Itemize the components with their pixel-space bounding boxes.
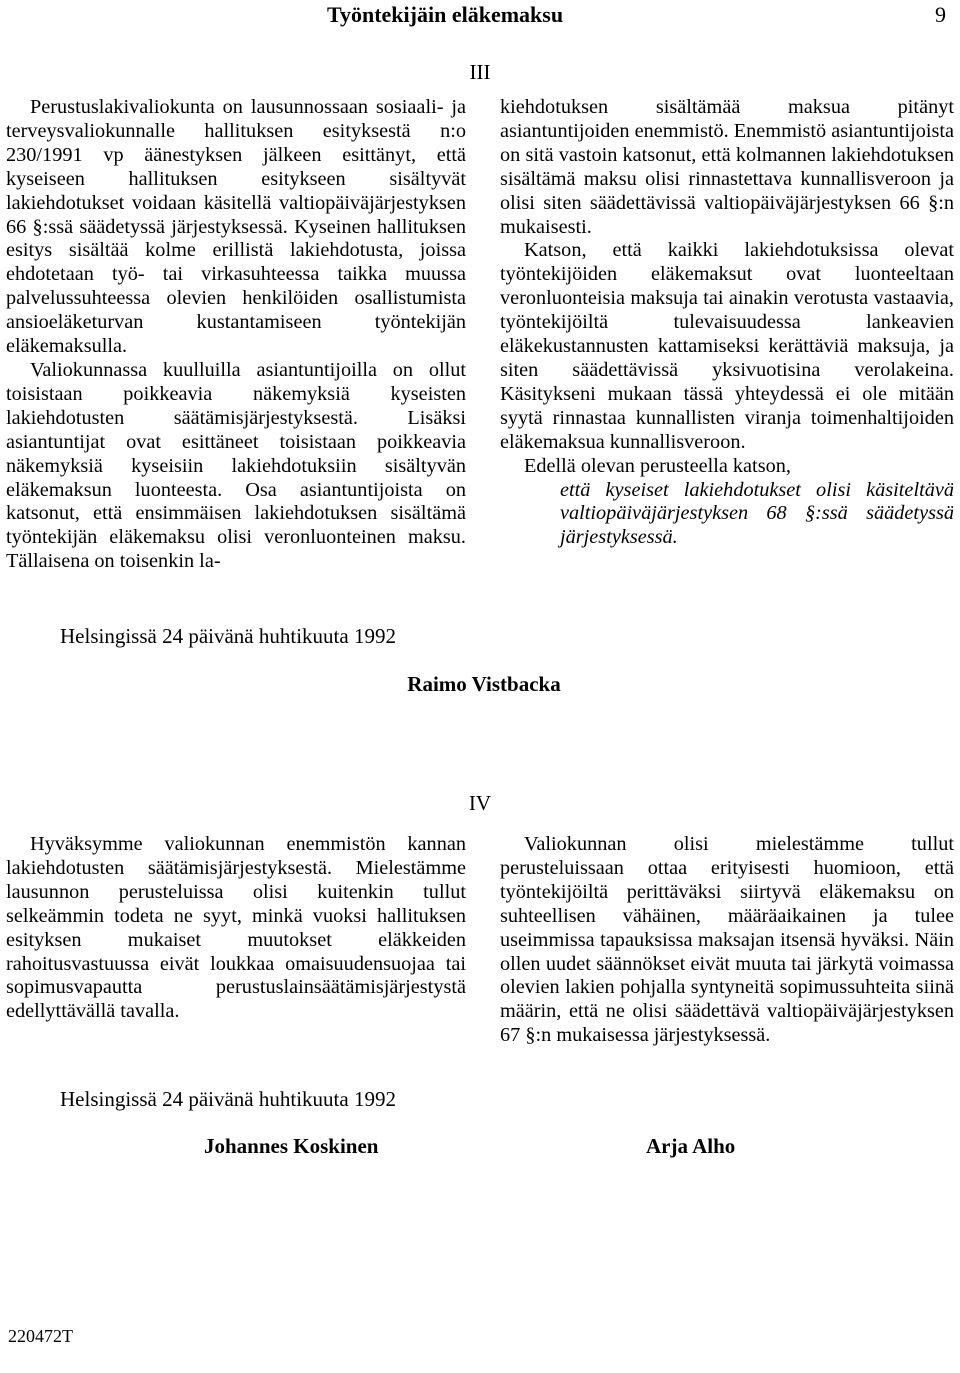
section3-conclusion: että kyseiset lakiehdotukset olisi käsiteltävä valtiopäiväjärjestyksen 68 §:ssä säädetyssä järjestyksessä. bbox=[560, 478, 954, 549]
section3-right-paragraph: Katson, että kaikki lakiehdotuksissa olevat työntekijöiden eläkemaksut ovat luonteeltaan veronluonteisia maksuja tai ainakin verotusta vastaavia, työntekijöiltä tulevaisuudessa lankeavien eläkekustannusten kattamiseksi kerättäviä maksuja, ja siten säädettävissä yksivuotisina verolakeina. Käsitykseni mukaan tässä yhteydessä ei ole mitään syytä rinnastaa kunnallisten viranja toimenhaltijoiden eläkemaksua kunnallisveroon. bbox=[500, 239, 954, 453]
section3-signature: Raimo Vistbacka bbox=[407, 672, 561, 696]
section-numeral-iii: III bbox=[469, 60, 491, 84]
page-number: 9 bbox=[935, 2, 946, 27]
section3-left-column bbox=[6, 96, 466, 574]
running-header-title: Työntekijäin eläkemaksu bbox=[326, 2, 564, 27]
section4-signature-right: Arja Alho bbox=[646, 1134, 736, 1158]
section4-signature-left: Johannes Koskinen bbox=[204, 1134, 379, 1158]
section4-date: Helsingissä 24 päivänä huhtikuuta 1992 bbox=[60, 1087, 396, 1111]
section3-right-paragraph: kiehdotuksen sisältämää maksua pitänyt asiantuntijoiden enemmistö. Enemmistö asiantuntijoista on sitä vastoin katsonut, että kolmannen lakiehdotuksen sisältämä maksu olisi rinnastettava kunnallisveroon ja olisi siten säädettävissä valtiopäiväjärjestyksen 66 §:n mukaisesti. bbox=[500, 96, 955, 238]
section3-date: Helsingissä 24 päivänä huhtikuuta 1992 bbox=[60, 624, 396, 648]
section4-right-paragraph: Valiokunnan olisi mielestämme tullut perusteluissaan ottaa erityisesti huomioon, että työntekijöiltä perittäväksi siirtyvä eläkemaksu on suhteellisen vähäinen, määräaikainen ja tulee useimmissa tapauksissa maksajan itsensä hyväksi. Näin ollen uudet säännökset eivät muuta tai järkytä voimassa olevien lakien pohjalla syntyneitä sopimussuhteita siinä määrin, että ne olisi säädettävä valtiopäiväjärjestyksen 67 §:n mukaisessa järjestyksessä. bbox=[500, 833, 954, 1047]
section3-right-column bbox=[500, 96, 954, 550]
footer-print-code: 220472T bbox=[8, 1326, 73, 1346]
section4-left-paragraph: Hyväksymme valiokunnan enemmistön kannan lakiehdotusten säätämisjärjestyksestä. Mielestämme lausunnon perusteluissa olisi kuitenkin tullut selkeämmin todeta ne syyt, minkä vuoksi hallituksen esityksen mukaiset muutokset eläkkeiden rahoitusvastuussa eivät loukkaa omaisuudensuojaa tai sopimusvapautta perustuslainsäätämisjärjestystä edellyttävällä tavalla. bbox=[6, 833, 466, 1023]
section3-right-paragraph: Edellä olevan perusteella katson, bbox=[524, 454, 791, 477]
section3-left-paragraph: Valiokunnassa kuulluilla asiantuntijoilla on ollut toisistaan poikkeavia näkemyksiä kyseisten lakiehdotusten säätämisjärjestyksestä. Lisäksi asiantuntijat ovat esittäneet toisistaan poikkeavia näkemyksiä kyseisiin lakiehdotuksiin sisältyvän eläkemaksun luonteesta. Osa asiantuntijoista on katsonut, että ensimmäisen lakiehdotuksen sisältämä työntekijän eläkemaksu olisi veronluonteinen maksu. Tällaisena on toisenkin la- bbox=[6, 358, 466, 573]
section3-left-paragraph: Perustuslakivaliokunta on lausunnossaan sosiaali- ja terveysvaliokunnalle hallituksen esityksestä n:o 230/1991 vp äänestyksen jälkeen esittänyt, että kyseiseen hallituksen esitykseen sisältyvät lakiehdotukset voidaan käsitellä valtiopäiväjärjestyksen 66 §:ssä säädetyssä järjestyksessä. Kyseinen hallituksen esitys sisältää kolme erillistä lakiehdotusta, joissa ehdotetaan työ- tai virkasuhteessa taikka muussa palvelussuhteessa olevien henkilöiden osallistumista ansioeläketurvan kustantamiseen työntekijän eläkemaksulla. bbox=[6, 96, 466, 358]
section4-right-column bbox=[500, 833, 954, 1048]
section-numeral-iv: IV bbox=[468, 791, 492, 815]
section4-left-column bbox=[6, 833, 466, 1024]
